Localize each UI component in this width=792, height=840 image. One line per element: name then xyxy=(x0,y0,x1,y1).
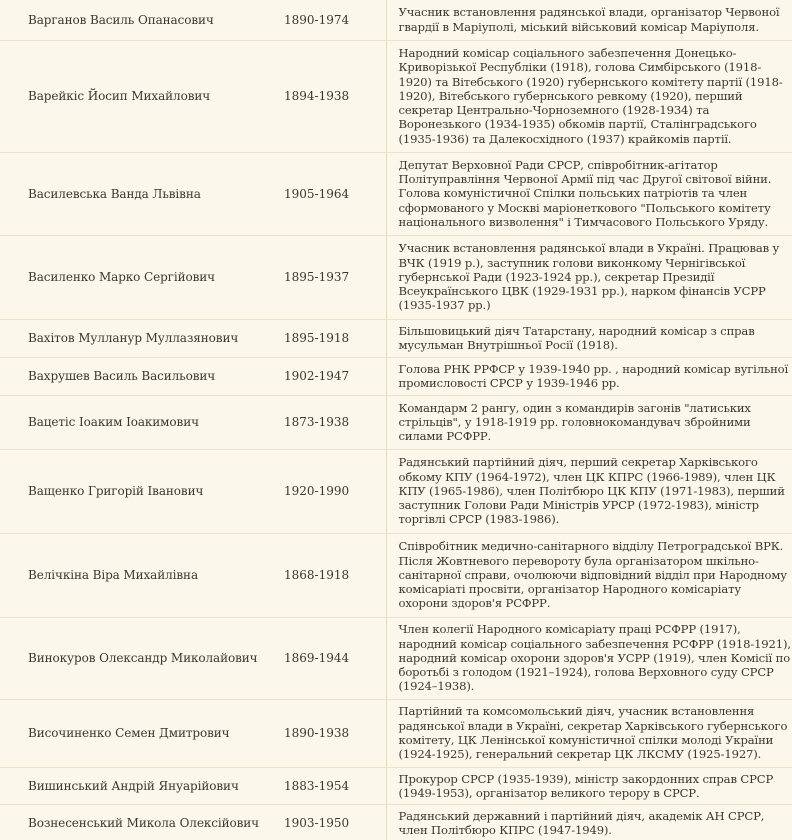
person-description: Радянський партійний діяч, перший секретар Харківського обкому КПУ (1964-1972), член ЦК КПРС (1966-1989), член ЦК КПУ (1965-1986), член Політбюро ЦК КПУ (1971-1983), перший заступник Голови Ради Міністрів УРСР (1972-1983), міністр торгівлі СРСР (1983-1986). xyxy=(386,449,792,533)
table-row xyxy=(0,235,792,319)
person-description: Радянський державний і партійний діяч, академік АН СРСР, член Політбюро КПРС (1947-1949). xyxy=(386,805,792,840)
table-row xyxy=(0,395,792,449)
person-years: 1895-1918 xyxy=(278,319,386,357)
table-row xyxy=(0,0,792,40)
person-name: Вахрушев Василь Васильович xyxy=(0,357,278,395)
person-description: Учасник встановлення радянської влади в Україні. Працював у ВЧК (1919 р.), заступник голови виконкому Чернігівської губернської Ради (1923-1924 рр.), секретар Президії Всеукраїнського ЦВК (1929-1931 рр.), нарком фінансів УСРР (1935-1937 рр.) xyxy=(386,235,792,319)
table-row xyxy=(0,40,792,152)
person-years: 1903-1950 xyxy=(278,805,386,840)
table-row xyxy=(0,319,792,357)
person-name: Велічкіна Віра Михайлівна xyxy=(0,533,278,617)
table-row xyxy=(0,152,792,235)
person-years: 1920-1990 xyxy=(278,449,386,533)
table-row xyxy=(0,357,792,395)
person-description: Командарм 2 рангу, один з командирів загонів "латиських стрільців", у 1918-1919 рр. головнокомандувач збройними силами РСФРР. xyxy=(386,395,792,449)
person-description: Прокурор СРСР (1935-1939), міністр закордонних справ СРСР (1949-1953), організатор великого терору в СРСР. xyxy=(386,767,792,805)
person-years: 1902-1947 xyxy=(278,357,386,395)
person-description: Учасник встановлення радянської влади, організатор Червоної гвардії в Маріуполі, міський військовий комісар Маріуполя. xyxy=(386,0,792,40)
person-description: Член колегії Народного комісаріату праці РСФРР (1917), народний комісар соціального забезпечення РСФРР (1918-1921), народний комісар охорони здоров'я УСРР (1919), член Комісії по боротьбі з голодом (1921–1924), голова Верховного суду СРСР (1924–1938). xyxy=(386,617,792,699)
person-description: Народний комісар соціального забезпечення Донецько-Криворізької Республіки (1918), голова Симбірського (1918-1920) та Вітебського (1920) губернського комітету партії (1918-1920), Вітебського губернського ревкому (1920), перший секретар Центрально-Чорноземного (1928-1934) та Воронезького (1934-1935) обкомів партії, Сталінградського (1935-1936) та Далекосхідного (1937) крайкомів партії. xyxy=(386,40,792,152)
person-name: Вознесенський Микола Олексійович xyxy=(0,805,278,840)
person-name: Варейкіс Йосип Михайлович xyxy=(0,40,278,152)
table-row xyxy=(0,805,792,840)
table-row xyxy=(0,699,792,767)
person-name: Варганов Василь Опанасович xyxy=(0,0,278,40)
person-years: 1895-1937 xyxy=(278,235,386,319)
person-description: Голова РНК РРФСР у 1939-1940 рр. , народний комісар вугільної промисловості СРСР у 1939-1946 рр. xyxy=(386,357,792,395)
person-years: 1890-1974 xyxy=(278,0,386,40)
table-row xyxy=(0,767,792,805)
person-name: Височиненко Семен Дмитрович xyxy=(0,699,278,767)
person-description: Більшовицький діяч Татарстану, народний комісар з справ мусульман Внутрішньої Росії (1918). xyxy=(386,319,792,357)
person-description: Партійний та комсомольський діяч, учасник встановлення радянської влади в Україні, секретар Харківського губернського комітету, ЦК Ленінської комуністичної спілки молоді України (1924-1925), генеральний секретар ЦК ЛКСМУ (1925-1927). xyxy=(386,699,792,767)
person-name: Винокуров Олександр Миколайович xyxy=(0,617,278,699)
person-name: Василевська Ванда Львівна xyxy=(0,152,278,235)
person-name: Вишинський Андрій Януарійович xyxy=(0,767,278,805)
person-description: Депутат Верховної Ради СРСР, співробітник-агітатор Політуправління Червоної Армії під час Другої світової війни. Голова комуністичної Спілки польських патріотів та член сформованого у Москві маріонеткового "Польського комітету національного визволення" і Тимчасового Польського Уряду. xyxy=(386,152,792,235)
table-row xyxy=(0,617,792,699)
person-description: Співробітник медично-санітарного відділу Петроградської ВРК. Після Жовтневого перевороту була організатором шкільно-санітарної справи, очолюючи відповідний відділ при Народному комісаріаті просвіти, організатор Народного комісаріату охорони здоров'я РСФРР. xyxy=(386,533,792,617)
person-years: 1883-1954 xyxy=(278,767,386,805)
person-name: Вацетіс Іоаким Іоакимович xyxy=(0,395,278,449)
person-name: Василенко Марко Сергійович xyxy=(0,235,278,319)
person-years: 1890-1938 xyxy=(278,699,386,767)
person-years: 1905-1964 xyxy=(278,152,386,235)
person-years: 1873-1938 xyxy=(278,395,386,449)
person-years: 1869-1944 xyxy=(278,617,386,699)
table-row xyxy=(0,533,792,617)
person-years: 1868-1918 xyxy=(278,533,386,617)
person-name: Ващенко Григорій Іванович xyxy=(0,449,278,533)
person-years: 1894-1938 xyxy=(278,40,386,152)
person-name: Вахітов Мулланур Муллазянович xyxy=(0,319,278,357)
table-row xyxy=(0,449,792,533)
